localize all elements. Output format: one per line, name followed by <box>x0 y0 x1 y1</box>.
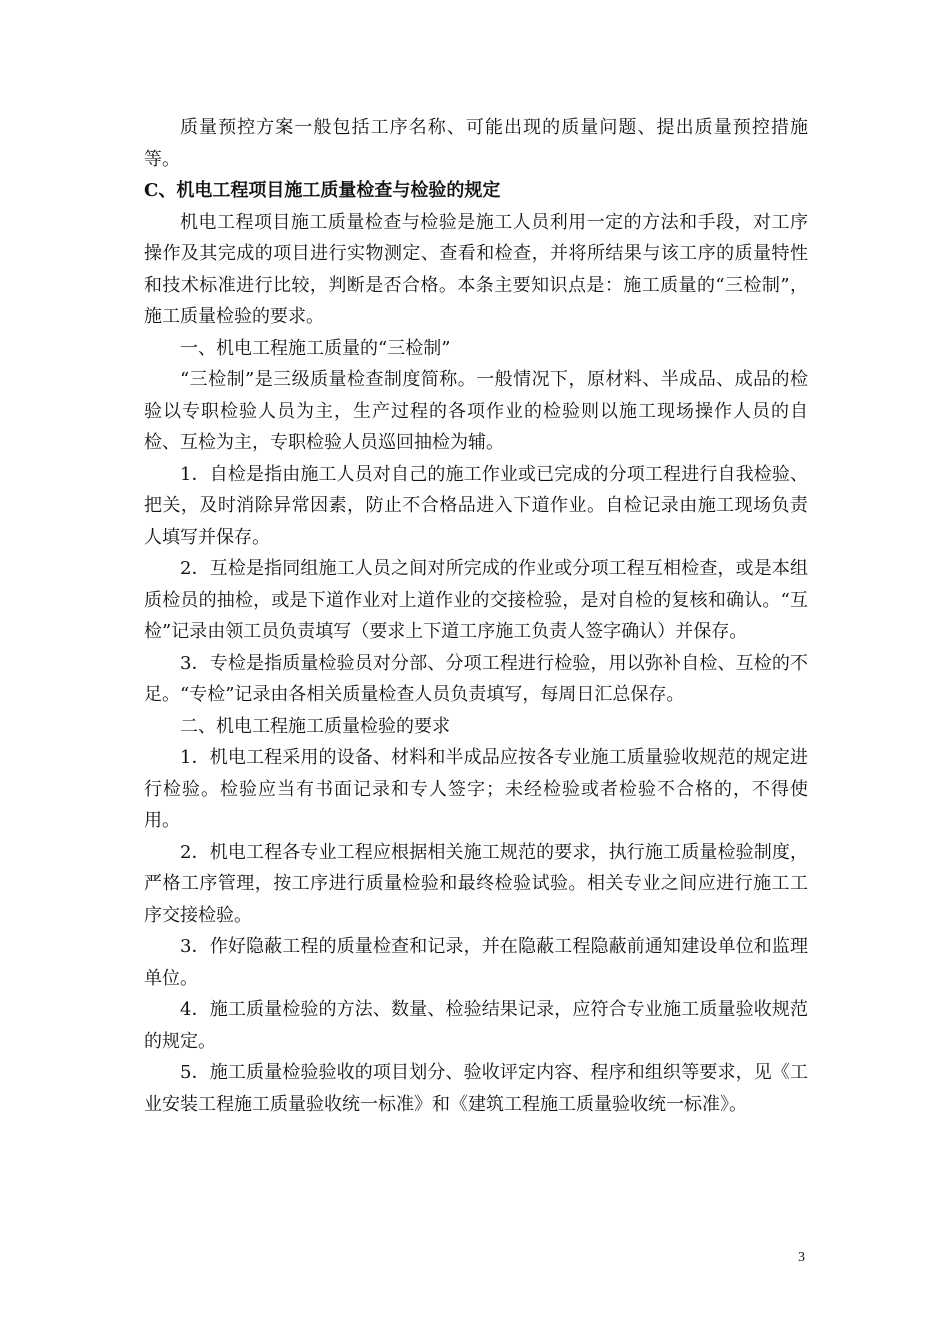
list-item-requirement-5: 5．施工质量检验验收的项目划分、验收评定内容、程序和组织等要求，见《工业安装工程施工质量验收统一标准》和《建筑工程施工质量验收统一标准》。 <box>144 1062 808 1115</box>
list-item-requirement-1: 1．机电工程采用的设备、材料和半成品应按各专业施工质量验收规范的规定进行检验。检验应当有书面记录和专人签字；未经检验或者检验不合格的，不得使用。 <box>144 747 808 831</box>
document-body <box>144 112 808 1120</box>
subheading-three-checks: 一、机电工程施工质量的“三检制” <box>180 337 451 359</box>
paragraph-inspection-definition: 机电工程项目施工质量检查与检验是施工人员利用一定的方法和手段，对工序操作及其完成的项目进行实物测定、查看和检查，并将所结果与该工序的质量特性和技术标准进行比较，判断是否合格。本条主要知识点是：施工质量的“三检制”，施工质量检验的要求。 <box>144 211 808 327</box>
subheading-inspection-requirements: 二、机电工程施工质量检验的要求 <box>180 715 450 737</box>
section-heading-c: C、机电工程项目施工质量检查与检验的规定 <box>144 180 501 201</box>
list-item-requirement-2: 2．机电工程各专业工程应根据相关施工规范的要求，执行施工质量检验制度，严格工序管理，按工序进行质量检验和最终检验试验。相关专业之间应进行施工工序交接检验。 <box>144 841 808 926</box>
list-item-special-check: 3．专检是指质量检验员对分部、分项工程进行检验，用以弥补自检、互检的不足。“专检”记录由各相关质量检查人员负责填写，每周日汇总保存。 <box>144 652 808 705</box>
page-number: 3 <box>798 1250 805 1265</box>
list-item-mutual-check: 2．互检是指同组施工人员之间对所完成的作业或分项工程互相检查，或是本组质检员的抽检，或是下道作业对上道作业的交接检验，是对自检的复核和确认。“互检”记录由领工员负责填写（要求上下道工序施工负责人签字确认）并保存。 <box>144 558 808 642</box>
paragraph-quality-precontrol: 质量预控方案一般包括工序名称、可能出现的质量问题、提出质量预控措施等。 <box>144 117 808 170</box>
list-item-self-check: 1．自检是指由施工人员对自己的施工作业或已完成的分项工程进行自我检验、把关，及时消除异常因素，防止不合格品进入下道作业。自检记录由施工现场负责人填写并保存。 <box>144 463 808 548</box>
paragraph-three-checks: “三检制”是三级质量检查制度简称。一般情况下，原材料、半成品、成品的检验以专职检验人员为主，生产过程的各项作业的检验则以施工现场操作人员的自检、互检为主，专职检验人员巡回抽检为辅。 <box>144 369 808 453</box>
list-item-requirement-3: 3．作好隐蔽工程的质量检查和记录，并在隐蔽工程隐蔽前通知建设单位和监理单位。 <box>144 936 808 989</box>
list-item-requirement-4: 4．施工质量检验的方法、数量、检验结果记录，应符合专业施工质量验收规范的规定。 <box>144 999 808 1052</box>
